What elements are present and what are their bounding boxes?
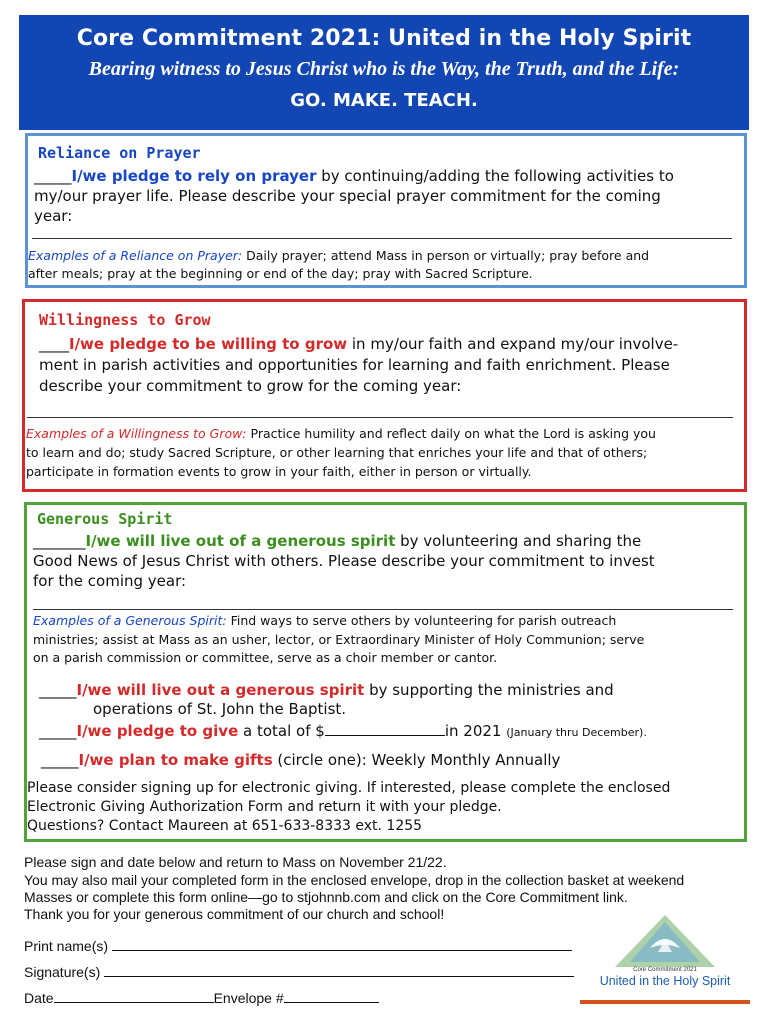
electronic-text-1: Please consider signing up for electronic giving. If interested, please complete the enclosed — [27, 780, 671, 796]
logo-bar — [580, 1000, 750, 1004]
mail-text-1: You may also mail your completed form in the enclosed envelope, drop in the collection basket at weekend — [24, 872, 685, 888]
grow-pledge: I/we pledge to be willing to grow — [69, 335, 348, 353]
generous-examples-text: Find ways to serve others by volunteering for parish outreach — [226, 613, 617, 628]
give-amount-field[interactable] — [325, 735, 445, 736]
support-text-2: operations of St. John the Baptist. — [93, 700, 347, 718]
gifts-pledge: I/we plan to make gifts — [78, 751, 273, 769]
signature-row — [24, 964, 574, 981]
prayer-examples-label: Examples of a Reliance on Prayer: — [28, 248, 243, 263]
generous-examples-label: Examples of a Generous Spirit: — [33, 613, 227, 628]
generous-pledge: I/we will live out of a generous spirit — [85, 532, 396, 550]
give-pledge-line — [39, 721, 647, 743]
give-period-note: (January thru December). — [506, 726, 647, 739]
core-commitment-logo — [580, 912, 750, 1012]
thanks-text: Thank you for your generous commitment of our church and school! — [24, 906, 445, 922]
generous-examples-1 — [33, 611, 616, 630]
date-envelope-row — [24, 990, 379, 1007]
generous-text-3: for the coming year: — [33, 572, 187, 590]
give-text-1: a total of $ — [238, 722, 325, 740]
grow-examples-label: Examples of a Willingness to Grow: — [26, 426, 247, 441]
gifts-pledge-line — [41, 750, 560, 770]
prayer-pledge-line — [34, 166, 674, 186]
prayer-blank[interactable]: _____ — [34, 167, 72, 185]
logo-line-2: United in the Holy Spirit — [599, 974, 731, 988]
grow-text-3: describe your commitment to grow for the coming year: — [39, 377, 462, 395]
signature-label: Signature(s) — [24, 964, 101, 980]
print-name-field[interactable] — [112, 950, 572, 951]
prayer-text-1: by continuing/adding the following activities to — [316, 167, 674, 185]
logo-line-1: Core Commitment 2021 — [633, 967, 697, 973]
prayer-examples-2: after meals; pray at the beginning or end of the day; pray with Sacred Scripture. — [28, 266, 533, 281]
generous-examples-2: ministries; assist at Mass as an usher, lector, or Extraordinary Minister of Holy Communion; serve — [33, 632, 645, 647]
date-field[interactable] — [54, 1002, 214, 1003]
grow-examples-2: to learn and do; study Sacred Scripture, or other learning that enriches your life and that of others; — [26, 445, 648, 460]
prayer-heading: Reliance on Prayer — [38, 144, 201, 162]
grow-blank[interactable]: ____ — [39, 335, 69, 353]
generous-text-1: by volunteering and sharing the — [395, 532, 642, 550]
grow-examples-text: Practice humility and reflect daily on what the Lord is asking you — [246, 426, 656, 441]
give-text-2: in 2021 — [444, 722, 507, 740]
envelope-field[interactable] — [284, 1002, 379, 1003]
grow-text-1: in my/our faith and expand my/our involve- — [347, 335, 679, 353]
print-name-row — [24, 938, 572, 955]
support-blank[interactable]: _____ — [39, 681, 77, 699]
support-text-1: by supporting the ministries and — [364, 681, 614, 699]
dove-triangle-icon — [580, 912, 750, 972]
prayer-section — [25, 133, 747, 288]
prayer-examples-1 — [28, 246, 649, 265]
prayer-text-3: year: — [34, 207, 73, 225]
grow-pledge-line — [39, 334, 678, 354]
grow-answer-line[interactable] — [27, 417, 733, 418]
page-subtitle: Bearing witness to Jesus Christ who is the Way, the Truth, and the Life: — [88, 58, 680, 80]
generous-text-2: Good News of Jesus Christ with others. Please describe your commitment to invest — [33, 552, 655, 570]
signature-field[interactable] — [104, 976, 574, 977]
date-label: Date — [24, 990, 54, 1006]
gifts-frequency-options[interactable]: (circle one): Weekly Monthly Annually — [272, 751, 561, 769]
return-note: Please sign and date below and return to Mass on November 21/22. — [24, 854, 447, 870]
prayer-text-2: my/our prayer life. Please describe your special prayer commitment for the coming — [34, 187, 661, 205]
give-blank[interactable]: _____ — [39, 722, 77, 740]
prayer-examples-text: Daily prayer; attend Mass in person or virtually; pray before and — [242, 248, 650, 263]
generous-heading: Generous Spirit — [37, 510, 173, 528]
mail-text-2: Masses or complete this form online—go to stjohnnb.com and click on the Core Commitment link. — [24, 889, 628, 905]
generous-section — [24, 502, 747, 842]
page-title: Core Commitment 2021: United in the Holy Spirit — [76, 26, 692, 51]
grow-examples-1 — [26, 424, 656, 443]
give-pledge: I/we pledge to give — [76, 722, 239, 740]
header-banner — [19, 15, 749, 130]
generous-examples-3: on a parish commission or committee, serve as a choir member or cantor. — [33, 650, 498, 665]
electronic-text-2: Electronic Giving Authorization Form and return it with your pledge. — [27, 799, 502, 815]
gifts-blank[interactable]: _____ — [41, 751, 79, 769]
envelope-label: Envelope # — [213, 990, 284, 1006]
prayer-answer-line[interactable] — [32, 238, 732, 239]
print-name-label: Print name(s) — [24, 938, 109, 954]
motto: GO. MAKE. TEACH. — [290, 90, 478, 111]
support-pledge: I/we will live out a generous spirit — [76, 681, 365, 699]
questions-text: Questions? Contact Maureen at 651-633-8333 ext. 1255 — [27, 818, 423, 834]
grow-examples-3: participate in formation events to grow in your faith, either in person or virtually. — [26, 464, 532, 479]
grow-section — [22, 299, 747, 492]
support-pledge-line — [39, 680, 614, 700]
grow-heading: Willingness to Grow — [39, 311, 211, 329]
generous-answer-line[interactable] — [33, 609, 733, 610]
prayer-pledge: I/we pledge to rely on prayer — [71, 167, 317, 185]
generous-pledge-line — [33, 531, 641, 551]
generous-blank[interactable]: _______ — [33, 532, 86, 550]
grow-text-2: ment in parish activities and opportunities for learning and faith enrichment. Please — [39, 356, 670, 374]
